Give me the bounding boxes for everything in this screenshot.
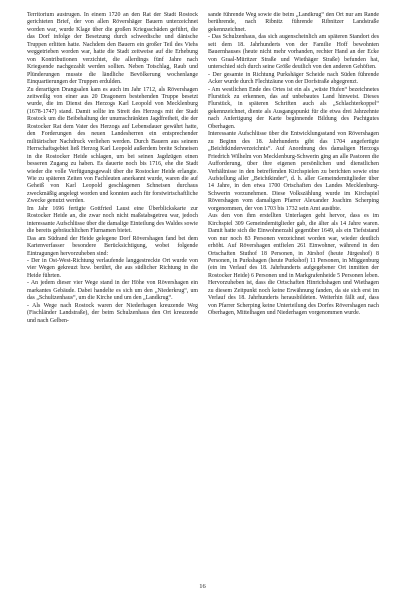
left-paragraph-1: Territorium austrugen. In einem 1720 an den Rat der Stadt Rostock gerichteten Brief, der von allen Rövershäger Bauern unterzeichnet worden war, wurde Klage über die großen Kriegsschäden geführt, die das Dorf infolge der Besetzung durch schwedische und dänische Truppen erlitten hatte. Nachdem den Bauern ein großer Teil des Viehs weggetrieben worden war, hatte die Stadt zeitweise auf die Erhebung von Kontributionen verzichtet, die allerdings fünf Jahre nach Kriegsende nachgezahlt werden sollten. Neben Totschlag, Raub und Plünderungen musste die ländliche Bevölkerung wochenlange Einquartierungen der Truppen erdulden. (27, 12, 198, 86)
right-paragraph-1: sande führende Weg sowie die beim „Landkrug“ den Ort nur am Rande berührende, nach Ribnitz führende Ribnitzer Landstraße gekennzeichnet. (208, 12, 379, 33)
left-list-item-2: - An jedem dieser vier Wege stand in der Höhe von Rövershagen ein markantes Gebäude. Dabei handelte es sich um den „Niederkrug“, um das „Schultzenhaus“, um die Kirche und um den „Landkrug“. (27, 280, 198, 302)
right-paragraph-2: Interessante Aufschlüsse über die Entwicklungsstand von Rövershagen zu Beginn des 18. Jahrhunderts gibt das 1704 angefertigte „Beichtkinderverzeichnis“. Auf Anordnung des damaligen Herzogs Friedrich Wilhelm von Mecklenburg-Schwerin ging an alle Pastoren die Aufforderung, über ihre eigenen persönlichen und dienstlichen Verhältnisse in den betreffenden Kirchspielen zu berichten sowie eine Aufstellung aller „Beichtkinder“, d. h. aller Gemeindemitglieder über 14 Jahre, in den etwa 1700 Ortschaften des Landes Mecklenburg-Schwerin vorzunehmen. Diese Volkszählung wurde im Kirchspiel Rövershagen vom damaligen Pfarrer Alexander Joachim Scherping vorgenommen, der von 1703 bis 1732 sein Amt ausübte. (208, 131, 379, 212)
text-columns (27, 12, 379, 572)
right-list-item-3: - Am westlichen Ende des Ortes ist ein als „wüste Hufen“ bezeichnetes Flurstück zu erkennen, das auf unbebautes Land hinweist. Dieses Flurstück, in späteren Schriften auch als „Schlachterkoppel“ gekennzeichnet, diente als Ausgangspunkt für die etwa drei Jahrzehnte nach Anfertigung der Karte beginnende Bildung des Pachtgutes Oberhagen. (208, 86, 379, 130)
right-column (208, 12, 379, 572)
left-paragraph-3: Im Jahr 1696 fertigte Gottfried Laust eine Überblickskarte zur Rostocker Heide an, die zwar noch nicht maßstabsgetreu war, jedoch interessante Aufschlüsse über die damalige Einteilung des Waldes sowie die bereits gebräuchlichen Flurnamen bietet. (27, 205, 198, 235)
left-paragraph-2: Zu derartigen Drangsalen kam es auch im Jahr 1712, als Rövershagen zeitweilig von einer aus 20 Dragonern bestehenden Truppe besetzt wurde, die im Dienst des Herzogs Karl Leopold von Mecklenburg (1678-1747) stand. Damit sollte im Streit des Herzogs mit der Stadt Rostock um die Beibehaltung der unumschränkten Jagdfreiheit, die der Rostocker Rat dem Vater des Herzogs auf Lebensdauer gewährt hatte, den Forderungen des neuen Landesherren ein entsprechender militärischer Nachdruck verliehen werden. Durch Bauern aus seinem Herrschaftsgebiet ließ Herzog Karl Leopold außerdem breite Schneisen in die Rostocker Heide schlagen, um bei seinen Jagdzügen einen besseren Zugang zu haben. Es dauerte noch bis 1716, ehe die Stadt wieder die volle Verfügungsgewalt über die Rostocker Heide erlangte. Wie zu späteren Zeiten von Fachleuten anerkannt wurde, waren die auf Geheiß von Karl Leopold geschlagenen Schneisen durchaus zweckmäßig angelegt worden und konnten auch für forstwirtschaftliche Zwecke genutzt werden. (27, 86, 198, 205)
left-list-item-1: - Der in Ost-West-Richtung verlaufende langgestreckte Ort wurde von vier Wegen gekreuzt bzw. berührt, die aus südlicher Richtung in die Heide führten. (27, 257, 198, 279)
left-list-item-3: - Als Wege nach Rostock waren der Niederhagen kreuzende Weg (Fischländer Landstraße), der beim Schulzenhaus den Ort kreuzende und nach Gelben- (27, 302, 198, 324)
right-list-item-2: - Der gesamte in Richtung Purkshäger Scheide nach Süden führende Acker wurde durch Flechtzäune von der Dorfstraße abgegrenzt. (208, 71, 379, 86)
left-column (27, 12, 198, 572)
left-paragraph-4: Das am Südrand der Heide gelegene Dorf Rövershagen fand bei dem Kartenverfasser besondere Berücksichtigung, wobei folgende Eintragungen hervorzuheben sind: (27, 235, 198, 257)
right-paragraph-3: Aus den von ihm erstellten Unterlagen geht hervor, dass es im Kirchspiel 309 Gemeindemitglieder gab, die älter als 14 Jahre waren. Damit hatte sich die Einwohnerzahl gegenüber 1649, als ein Tiefststand von nur noch 83 Personen verzeichnet worden war, wieder deutlich erhöht. Auf Rövershagen entfielen 261 Einwohner, während in den Ortschaften Stuthof 18 Personen, in Jürshof (heute Jürgeshof) 8 Personen, in Purkshagen (heute Purkshof) 11 Personen, in Müggenburg (ein im Verlauf des 18. Jahrhunderts aufgegebener Ort inmitten der Rostocker Heide) 6 Personen und in Markgrafenheide 5 Personen leben. Hervorzuheben ist, dass die Ortschaften Hinrichshagen und Wiethagen zu diesem Zeitpunkt noch keine Erwähnung fanden, da sie sich erst im Verlauf des 18. Jahrhunderts herausbildeten. Weiterhin fällt auf, dass von Pfarrer Scherping keine Unterteilung des Dorfes Rövershagen nach Oberhagen, Mittelhagen und Niederhagen vorgenommen wurde. (208, 213, 379, 317)
page-number: 16 (199, 583, 206, 590)
right-list-item-1: - Das Schulzenhaus, das sich augenscheinlich am späteren Standort des seit dem 18. Jahrhunderts von der Familie Hoff bewohnten Bauernhauses (heute nicht mehr vorhanden, rechter Hand an der Ecke von Graal-Müritzer Straße und Wiethäger Straße) befunden hat, unterschied sich durch seine Größe deutlich von den anderen Gehöften. (208, 34, 379, 71)
